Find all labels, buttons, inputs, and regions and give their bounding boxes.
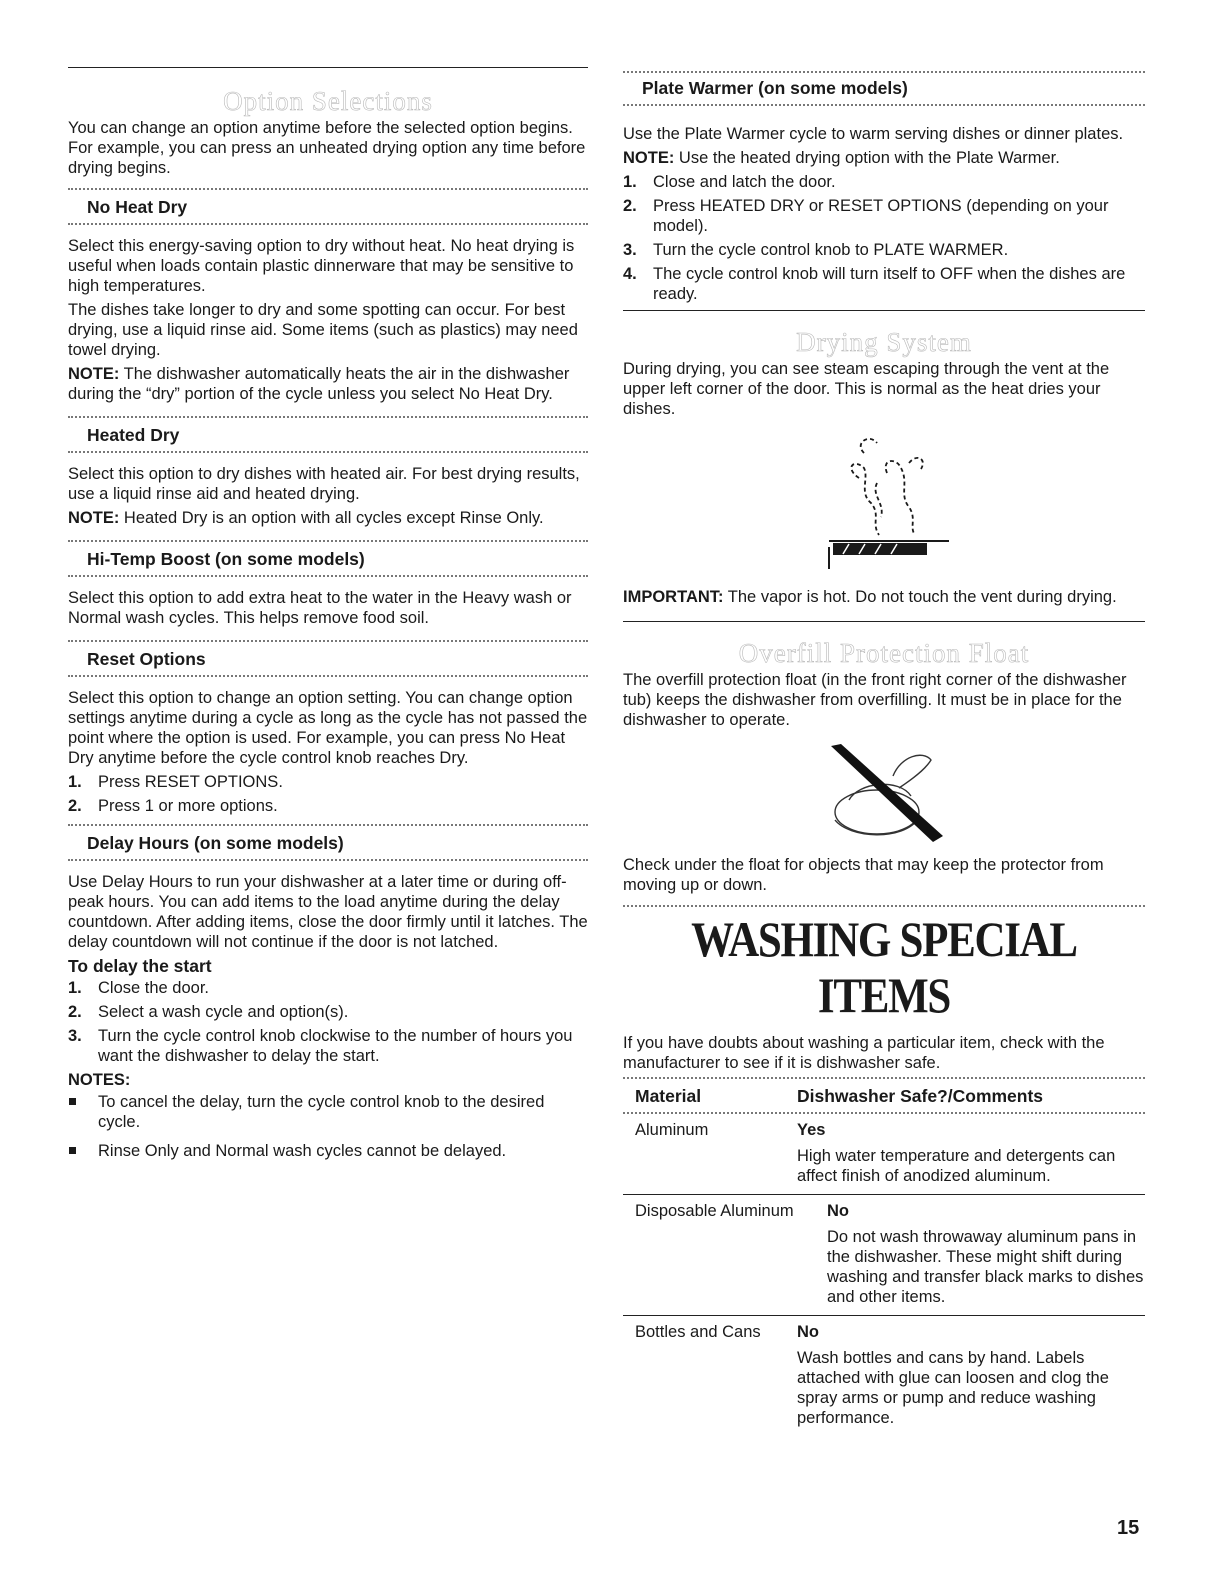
reset-options-p1: Select this option to change an option setting. You can change option settings anytime during a cycle as long as the cycle has not passed the point where the option is used. For example, you can press No Heat Dry anytime before the cycle control knob reaches Dry. xyxy=(68,689,588,767)
subsection-rule xyxy=(68,416,588,418)
heated-dry-note xyxy=(68,508,588,528)
list-item: 1. Close the door. xyxy=(68,979,209,997)
no-heat-dry-heading: No Heat Dry xyxy=(87,197,188,217)
subsection-rule xyxy=(623,104,1145,106)
overfill-title: Overfill Protection Float xyxy=(738,638,1030,668)
important-text: The vapor is hot. Do not touch the vent during drying. xyxy=(723,588,1117,606)
note-text: Use the heated drying option with the Plate Warmer. xyxy=(674,149,1060,167)
list-item: 1. Press RESET OPTIONS. xyxy=(68,773,283,791)
no-heat-dry-p1: Select this energy-saving option to dry without heat. No heat drying is useful when loads contain plastic dinnerware that may be sensitive to high temperatures. xyxy=(68,237,575,295)
table-row xyxy=(623,1114,1145,1194)
reset-options-steps xyxy=(68,772,588,816)
column-header-comments: Dishwasher Safe?/Comments xyxy=(797,1086,1044,1106)
plate-warmer-note xyxy=(623,148,1145,168)
table-header xyxy=(623,1079,1145,1112)
heated-dry-p1: Select this option to dry dishes with heated air. For best drying results, use a liquid rinse aid and heated drying. xyxy=(68,465,580,503)
section-rule xyxy=(623,310,1145,311)
notes-label: NOTES: xyxy=(68,1071,131,1089)
list-item: 2. Select a wash cycle and option(s). xyxy=(68,1003,349,1021)
subsection-rule xyxy=(68,540,588,542)
note-label: NOTE: xyxy=(68,365,120,383)
comment-cell: Yes High water temperature and detergents can affect finish of anodized aluminum. xyxy=(797,1120,1145,1186)
material-cell: Disposable Aluminum xyxy=(635,1202,794,1220)
subsection-rule xyxy=(68,223,588,225)
subsection-rule xyxy=(68,575,588,577)
subsection-rule xyxy=(68,675,588,677)
comment-cell: No Do not wash throwaway aluminum pans in the dishwasher. These might shift during washing and transfer black marks to dishes and other items. xyxy=(827,1202,1144,1306)
steam-vent-icon xyxy=(809,423,959,583)
comment-cell: No Wash bottles and cans by hand. Labels attached with glue can loosen and clog the spray arms or pump and reduce washing performance. xyxy=(797,1322,1145,1428)
plate-warmer-p1: Use the Plate Warmer cycle to warm serving dishes or dinner plates. xyxy=(623,125,1124,143)
steam-vent-illustration xyxy=(623,423,1145,583)
subsection-rule xyxy=(623,905,1145,907)
list-item: 3. Turn the cycle control knob clockwise to the number of hours you want the dishwasher to delay the start. xyxy=(68,1027,573,1065)
list-item: 2. Press HEATED DRY or RESET OPTIONS (depending on your model). xyxy=(623,197,1109,235)
drying-system-title: Drying System xyxy=(796,327,972,357)
table-row xyxy=(623,1194,1145,1315)
note-text: Heated Dry is an option with all cycles except Rinse Only. xyxy=(119,509,544,527)
delay-hours-p1: Use Delay Hours to run your dishwasher at a later time or during off-peak hours. You can add items to the load anytime during the delay countdown. After adding items, close the door firmly until it latches. The delay countdown will not continue if the door is not latched. xyxy=(68,873,588,951)
section-rule xyxy=(68,67,588,68)
washing-special-intro: If you have doubts about washing a particular item, check with the manufacturer to see if it is dishwasher safe. xyxy=(623,1034,1105,1072)
no-heat-dry-p2: The dishes take longer to dry and some spotting can occur. For best drying, use a liquid rinse aid. Some items (such as plastics) may need towel drying. xyxy=(68,301,578,359)
material-cell: Aluminum xyxy=(635,1121,709,1139)
note-label: NOTE: xyxy=(68,509,120,527)
list-item: 2. Press 1 or more options. xyxy=(68,797,278,815)
subsection-rule xyxy=(68,188,588,190)
overfill-float-illustration xyxy=(623,742,1145,847)
verdict: No xyxy=(827,1202,849,1220)
plate-warmer-heading: Plate Warmer (on some models) xyxy=(642,78,908,98)
list-item: 4. The cycle control knob will turn itself to OFF when the dishes are ready. xyxy=(623,265,1126,303)
list-item: To cancel the delay, turn the cycle control knob to the desired cycle. xyxy=(68,1092,588,1132)
washing-special-items-title: WASHING SPECIAL ITEMS xyxy=(691,911,1077,1023)
verdict: Yes xyxy=(797,1121,826,1139)
subsection-rule xyxy=(68,640,588,642)
drying-system-p1: During drying, you can see steam escaping through the vent at the upper left corner of the door. This is normal as the heat dries your dishes. xyxy=(623,360,1110,418)
verdict: No xyxy=(797,1323,819,1341)
reset-options-heading: Reset Options xyxy=(87,649,206,669)
delay-start-steps xyxy=(68,978,588,1066)
note-label: NOTE: xyxy=(623,149,675,167)
list-item: Rinse Only and Normal wash cycles cannot be delayed. xyxy=(68,1141,588,1161)
right-column xyxy=(623,0,1145,1436)
heated-dry-heading: Heated Dry xyxy=(87,425,180,445)
important-label: IMPORTANT: xyxy=(623,588,724,606)
items-table xyxy=(623,1114,1145,1436)
overfill-p1: The overfill protection float (in the front right corner of the dishwasher tub) keeps the dishwasher from overfilling. It must be in place for the dishwasher to operate. xyxy=(623,671,1127,729)
list-item: 3. Turn the cycle control knob to PLATE WARMER. xyxy=(623,241,1009,259)
delay-start-heading: To delay the start xyxy=(68,956,212,976)
overfill-p2: Check under the float for objects that may keep the protector from moving up or down. xyxy=(623,856,1104,894)
option-selections-intro: You can change an option anytime before the selected option begins. For example, you can press an unheated drying option any time before drying begins. xyxy=(68,119,586,177)
plate-warmer-steps xyxy=(623,172,1145,304)
left-column xyxy=(68,0,588,1170)
notes-list xyxy=(68,1092,588,1161)
bullet-square-icon xyxy=(69,1147,76,1154)
note-text: The dishwasher automatically heats the air in the dishwasher during the “dry” portion of the cycle unless you select No Heat Dry. xyxy=(68,365,570,403)
delay-hours-heading: Delay Hours (on some models) xyxy=(87,833,344,853)
drying-important xyxy=(623,587,1145,607)
bullet-square-icon xyxy=(69,1098,76,1105)
option-selections-title: Option Selections xyxy=(223,86,433,116)
hi-temp-p1: Select this option to add extra heat to the water in the Heavy wash or Normal wash cycles. This helps remove food soil. xyxy=(68,589,572,627)
table-row xyxy=(623,1315,1145,1436)
hi-temp-heading: Hi-Temp Boost (on some models) xyxy=(87,549,365,569)
list-item: 1. Close and latch the door. xyxy=(623,173,836,191)
subsection-rule xyxy=(68,451,588,453)
subsection-rule xyxy=(68,824,588,826)
overfill-float-icon xyxy=(819,742,949,847)
page-number: 15 xyxy=(1117,1517,1140,1539)
no-heat-dry-note xyxy=(68,364,588,404)
column-header-material: Material xyxy=(635,1086,702,1106)
subsection-rule xyxy=(623,71,1145,73)
subsection-rule xyxy=(68,859,588,861)
section-rule xyxy=(623,621,1145,622)
material-cell: Bottles and Cans xyxy=(635,1323,761,1341)
